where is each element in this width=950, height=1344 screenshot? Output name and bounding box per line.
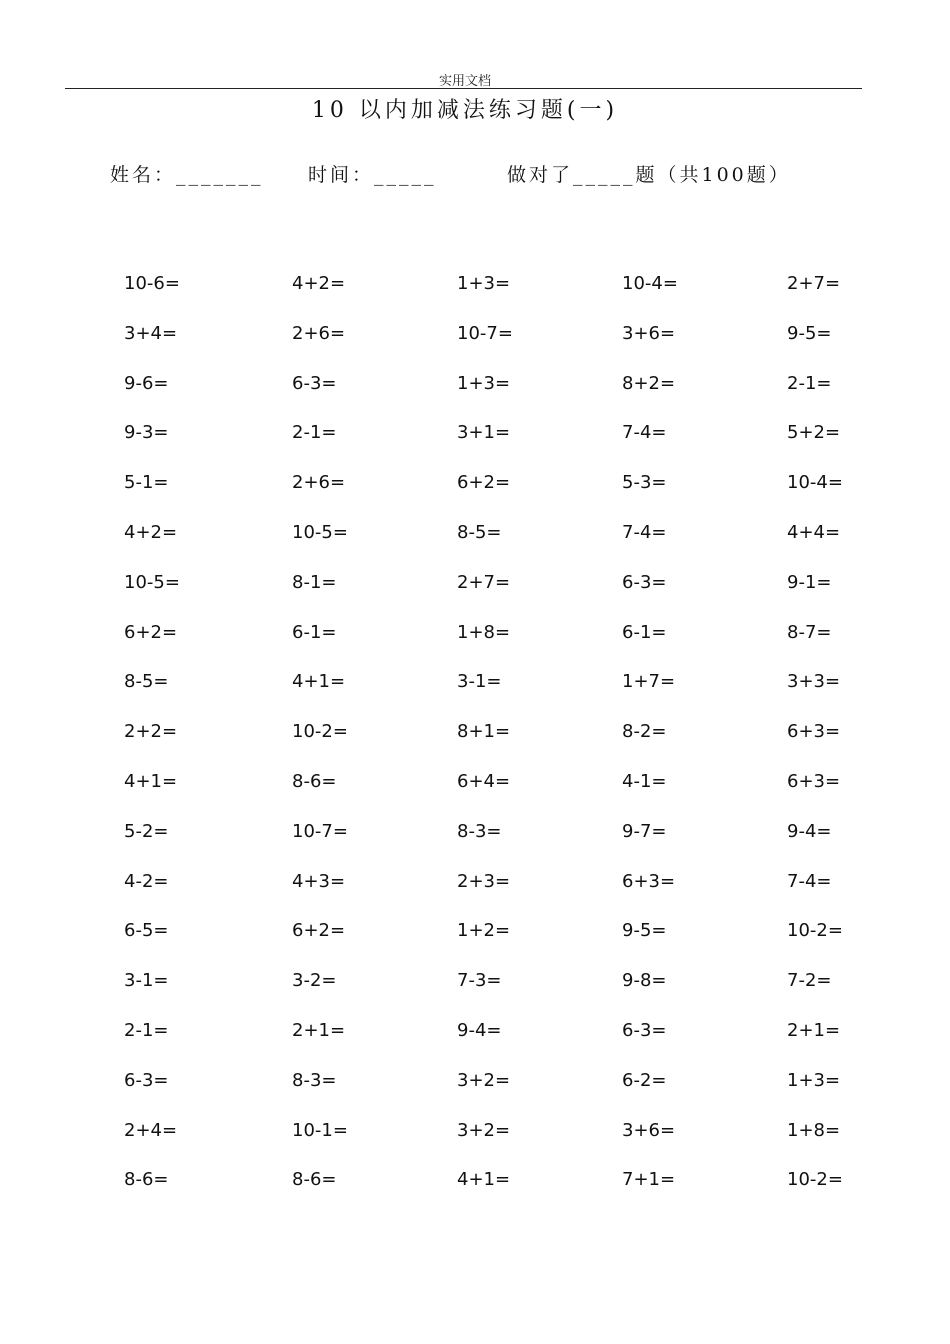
problem-item: 6-2= bbox=[622, 1069, 667, 1091]
problem-item: 10-4= bbox=[787, 472, 843, 494]
problem-item: 6-1= bbox=[292, 621, 337, 643]
problem-item: 8-3= bbox=[457, 820, 502, 842]
problem-item: 2+6= bbox=[292, 472, 346, 494]
problem-item: 5+2= bbox=[787, 422, 841, 444]
header-label: 实用文档 bbox=[438, 74, 491, 89]
problem-item: 2+1= bbox=[292, 1020, 346, 1041]
problem-item: 6-3= bbox=[622, 1020, 667, 1041]
name-field: 姓名：_______ bbox=[110, 164, 264, 186]
problem-item: 7+1= bbox=[622, 1169, 676, 1191]
problem-item: 4+1= bbox=[457, 1169, 511, 1191]
problem-item: 2+4= bbox=[124, 1119, 178, 1141]
problem-item: 10-4= bbox=[622, 273, 678, 294]
worksheet-title: 10 以内加减法练习题(一) bbox=[311, 98, 619, 123]
problem-item: 8-6= bbox=[292, 771, 337, 792]
problem-item: 4+2= bbox=[124, 522, 178, 543]
problem-item: 8-5= bbox=[124, 671, 169, 693]
problem-item: 6+3= bbox=[787, 771, 841, 792]
problem-item: 2-1= bbox=[787, 372, 832, 394]
problem-item: 9-1= bbox=[787, 571, 832, 593]
problem-item: 2-1= bbox=[292, 422, 337, 444]
problem-item: 6-1= bbox=[622, 621, 667, 643]
problem-item: 8-6= bbox=[124, 1169, 169, 1191]
problem-item: 8-1= bbox=[292, 571, 337, 593]
problem-item: 1+3= bbox=[457, 372, 511, 394]
problem-item: 4+2= bbox=[292, 273, 346, 294]
problem-item: 9-5= bbox=[622, 920, 667, 942]
problem-item: 9-5= bbox=[787, 322, 832, 344]
problem-item: 10-7= bbox=[292, 820, 348, 842]
problem-item: 8-3= bbox=[292, 1069, 337, 1091]
problem-item: 9-4= bbox=[457, 1020, 502, 1041]
problem-item: 7-2= bbox=[787, 970, 832, 992]
problem-item: 4+4= bbox=[787, 522, 841, 543]
problem-item: 8-7= bbox=[787, 621, 832, 643]
problem-item: 8+1= bbox=[457, 721, 511, 743]
problem-item: 2-1= bbox=[124, 1020, 169, 1041]
problem-item: 1+2= bbox=[457, 920, 511, 942]
problem-item: 3-2= bbox=[292, 970, 337, 992]
problem-item: 7-3= bbox=[457, 970, 502, 992]
problem-item: 9-7= bbox=[622, 820, 667, 842]
problem-item: 1+3= bbox=[787, 1069, 841, 1091]
problem-item: 3+6= bbox=[622, 1119, 676, 1141]
problem-item: 6+3= bbox=[787, 721, 841, 743]
problem-item: 10-7= bbox=[457, 322, 513, 344]
problem-item: 1+8= bbox=[457, 621, 511, 643]
problem-item: 10-2= bbox=[787, 920, 843, 942]
problem-item: 4+1= bbox=[292, 671, 346, 693]
problem-item: 6-5= bbox=[124, 920, 169, 942]
problem-item: 7-4= bbox=[622, 522, 667, 543]
problem-item: 2+1= bbox=[787, 1020, 841, 1041]
problem-item: 3+3= bbox=[787, 671, 841, 693]
problem-item: 8+2= bbox=[622, 372, 676, 394]
problem-item: 10-2= bbox=[787, 1169, 843, 1191]
problem-item: 10-2= bbox=[292, 721, 348, 743]
problem-item: 7-4= bbox=[787, 870, 832, 892]
problem-item: 4-1= bbox=[622, 771, 667, 792]
problem-item: 4-2= bbox=[124, 870, 169, 892]
problem-item: 2+7= bbox=[787, 273, 841, 294]
problem-item: 9-3= bbox=[124, 422, 169, 444]
problem-item: 8-2= bbox=[622, 721, 667, 743]
problem-item: 9-4= bbox=[787, 820, 832, 842]
problem-item: 2+2= bbox=[124, 721, 178, 743]
problem-item: 4+3= bbox=[292, 870, 346, 892]
problem-item: 6+4= bbox=[457, 771, 511, 792]
problem-item: 10-1= bbox=[292, 1119, 348, 1141]
problem-item: 5-3= bbox=[622, 472, 667, 494]
problem-item: 9-6= bbox=[124, 372, 169, 394]
problem-item: 7-4= bbox=[622, 422, 667, 444]
score-field: 做对了_____题（共100题） bbox=[507, 164, 791, 186]
problem-item: 5-2= bbox=[124, 820, 169, 842]
problem-item: 1+7= bbox=[622, 671, 676, 693]
problem-item: 3-1= bbox=[124, 970, 169, 992]
problem-item: 5-1= bbox=[124, 472, 169, 494]
problem-item: 1+3= bbox=[457, 273, 511, 294]
problem-item: 2+6= bbox=[292, 322, 346, 344]
problem-item: 3-1= bbox=[457, 671, 502, 693]
problem-item: 8-5= bbox=[457, 522, 502, 543]
problem-item: 10-5= bbox=[292, 522, 348, 543]
problem-item: 6+2= bbox=[292, 920, 346, 942]
problem-item: 6-3= bbox=[622, 571, 667, 593]
problem-item: 3+4= bbox=[124, 322, 178, 344]
problem-item: 6+2= bbox=[457, 472, 511, 494]
problem-item: 2+3= bbox=[457, 870, 511, 892]
problem-item: 1+8= bbox=[787, 1119, 841, 1141]
problem-item: 8-6= bbox=[292, 1169, 337, 1191]
problem-item: 4+1= bbox=[124, 771, 178, 792]
problem-item: 10-5= bbox=[124, 571, 180, 593]
time-field: 时间：_____ bbox=[308, 164, 437, 186]
problem-item: 6-3= bbox=[124, 1069, 169, 1091]
problem-item: 2+7= bbox=[457, 571, 511, 593]
problem-item: 6+2= bbox=[124, 621, 178, 643]
problem-item: 3+2= bbox=[457, 1119, 511, 1141]
problem-item: 9-8= bbox=[622, 970, 667, 992]
problem-item: 3+6= bbox=[622, 322, 676, 344]
problem-item: 6-3= bbox=[292, 372, 337, 394]
problem-item: 3+2= bbox=[457, 1069, 511, 1091]
problem-item: 3+1= bbox=[457, 422, 511, 444]
problem-item: 6+3= bbox=[622, 870, 676, 892]
problem-item: 10-6= bbox=[124, 273, 180, 294]
